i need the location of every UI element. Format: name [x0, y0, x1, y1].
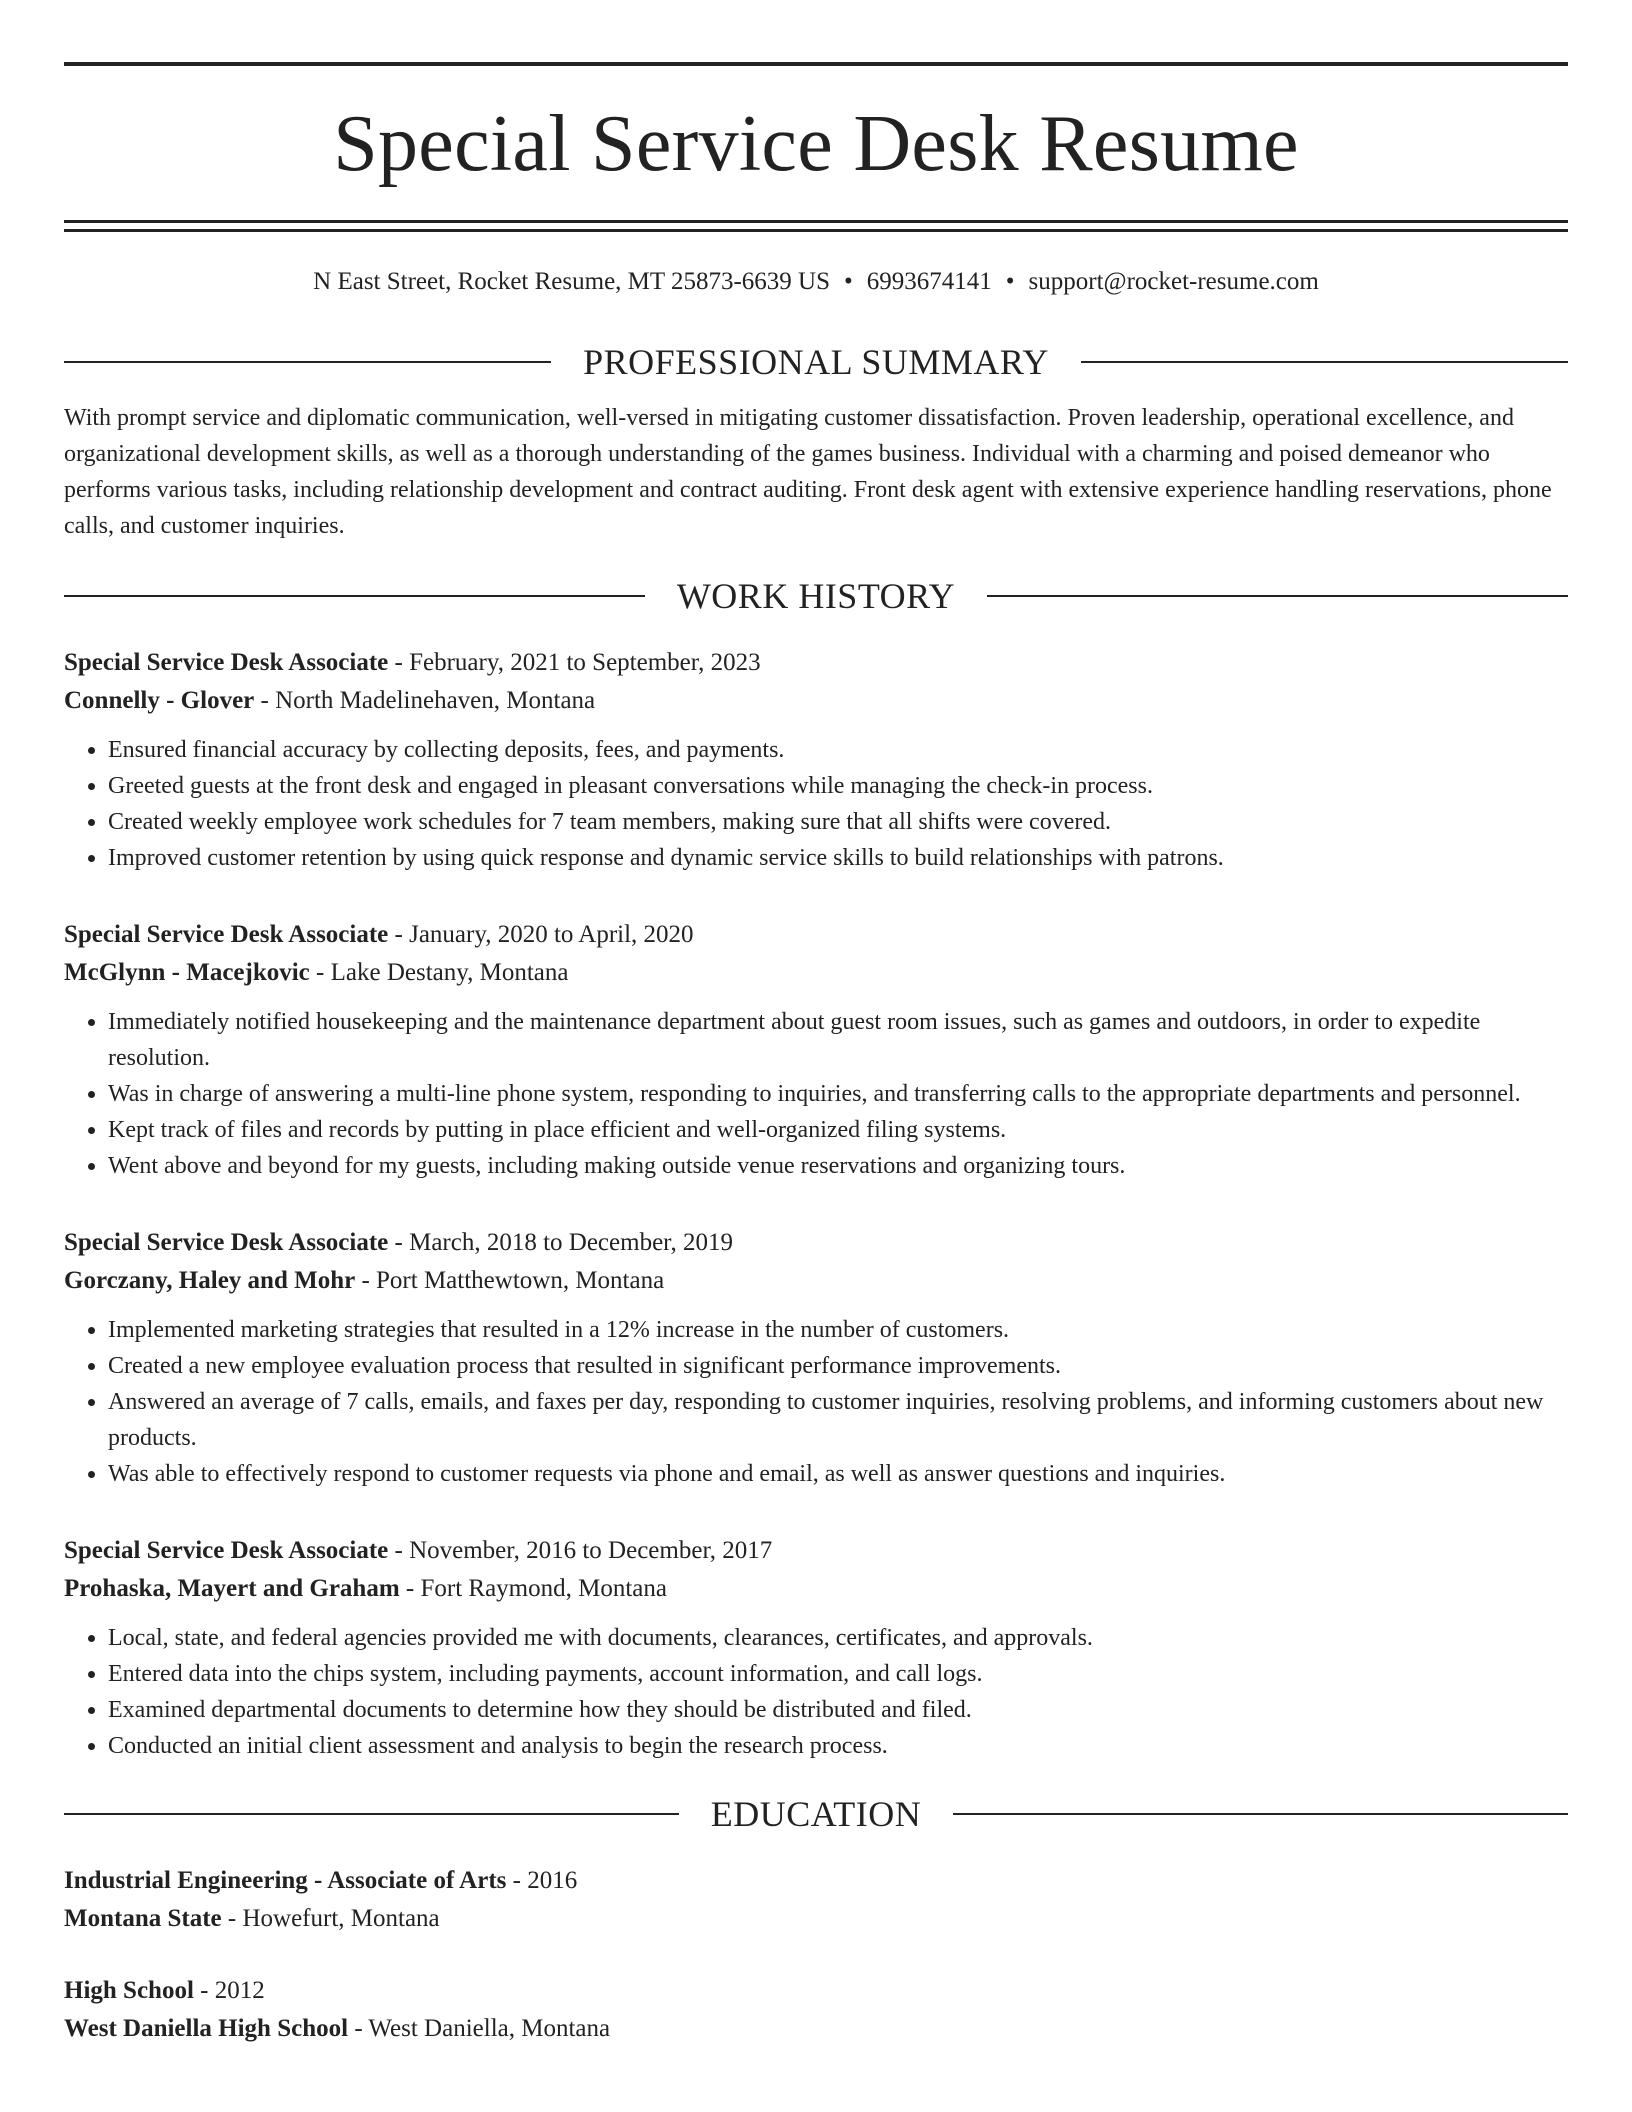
contact-phone: 6993674141: [866, 268, 992, 295]
job-company: Gorczany, Haley and Mohr: [64, 1267, 356, 1294]
job-entry: [64, 1532, 1568, 1764]
section-title-work: WORK HISTORY: [676, 576, 956, 616]
job-dates: - November, 2016 to December, 2017: [388, 1537, 773, 1564]
list-item: • Improved customer retention by using quick response and dynamic service skills to build relationships with patrons.: [108, 840, 1568, 876]
job-location: - Port Matthewtown, Montana: [355, 1267, 665, 1294]
list-item: • Kept track of files and records by putting in place efficient and well-organized filing systems.: [108, 1112, 1568, 1148]
contact-separator: •: [1005, 268, 1015, 295]
job-company-line: [64, 1570, 1568, 1608]
contact-email: support@rocket-resume.com: [1028, 268, 1319, 295]
job-location: - Fort Raymond, Montana: [399, 1575, 667, 1602]
section-heading-summary: [64, 340, 1568, 384]
job-dates: - January, 2020 to April, 2020: [388, 921, 694, 948]
title-top-rule: [64, 62, 1568, 66]
job-entry: [64, 1224, 1568, 1492]
list-item: • Entered data into the chips system, including payments, account information, and call logs.: [108, 1656, 1568, 1692]
job-company: Prohaska, Mayert and Graham: [64, 1575, 400, 1602]
heading-rule-right: [987, 595, 1568, 597]
job-title-line: [64, 1532, 1568, 1570]
summary-text: With prompt service and diplomatic communication, well-versed in mitigating customer dissatisfaction. Proven leadership, operational excellence, and organizational development skills, as well as a thorough understanding of the games business. Individual with a charming and poised demeanor who performs various tasks, including relationship development and contract auditing. Front desk agent with extensive experience handling reservations, phone calls, and customer inquiries.: [64, 405, 1552, 539]
section-heading-work: [64, 574, 1568, 618]
section-title-summary: PROFESSIONAL SUMMARY: [583, 342, 1049, 382]
list-item: • Was able to effectively respond to customer requests via phone and email, as well as answer questions and inquiries.: [108, 1456, 1568, 1492]
job-dates: - February, 2021 to September, 2023: [388, 649, 761, 676]
education-degree-line: [64, 1862, 1568, 1900]
job-location: - North Madelinehaven, Montana: [254, 687, 596, 714]
job-title: Special Service Desk Associate: [64, 921, 389, 948]
education-school: Montana State: [64, 1905, 222, 1932]
contact-address: N East Street, Rocket Resume, MT 25873-6639 US: [313, 268, 831, 295]
heading-rule-right: [1081, 361, 1568, 363]
heading-rule-right: [953, 1813, 1568, 1815]
section-title-education: EDUCATION: [710, 1794, 922, 1834]
list-item: • Went above and beyond for my guests, including making outside venue reservations and organizing tours.: [108, 1148, 1568, 1184]
title-double-rule: [64, 220, 1568, 232]
education-location: - West Daniella, Montana: [348, 2015, 611, 2042]
education-degree: High School: [64, 1977, 194, 2004]
job-title-line: [64, 644, 1568, 682]
education-school: West Daniella High School: [64, 2015, 349, 2042]
list-item: • Created a new employee evaluation process that resulted in significant performance improvements.: [108, 1348, 1568, 1384]
list-item: • Examined departmental documents to determine how they should be distributed and filed.: [108, 1692, 1568, 1728]
job-company-line: [64, 1262, 1568, 1300]
job-location: - Lake Destany, Montana: [309, 959, 569, 986]
heading-rule-left: [64, 595, 645, 597]
contact-line: [64, 266, 1568, 298]
resume-title: Special Service Desk Resume: [333, 100, 1299, 188]
job-bullets: [64, 1312, 1568, 1492]
list-item: • Local, state, and federal agencies provided me with documents, clearances, certificates, and approvals.: [108, 1620, 1568, 1656]
job-company-line: [64, 954, 1568, 992]
education-school-line: [64, 2010, 1568, 2048]
list-item: • Implemented marketing strategies that resulted in a 12% increase in the number of customers.: [108, 1312, 1568, 1348]
job-title: Special Service Desk Associate: [64, 649, 389, 676]
list-item: • Was in charge of answering a multi-line phone system, responding to inquiries, and transferring calls to the appropriate departments and personnel.: [108, 1076, 1568, 1112]
heading-rule-left: [64, 1813, 679, 1815]
list-item: • Greeted guests at the front desk and engaged in pleasant conversations while managing the check-in process.: [108, 768, 1568, 804]
job-entry: [64, 644, 1568, 876]
education-degree-line: [64, 1972, 1568, 2010]
education-degree: Industrial Engineering - Associate of Arts: [64, 1867, 507, 1894]
education-entry: [64, 1862, 1568, 1938]
job-company: McGlynn - Macejkovic: [64, 959, 310, 986]
list-item: • Immediately notified housekeeping and the maintenance department about guest room issues, such as games and outdoors, in order to expedite resolution.: [108, 1004, 1568, 1076]
job-title: Special Service Desk Associate: [64, 1229, 389, 1256]
education-year: - 2012: [193, 1977, 265, 2004]
job-title-line: [64, 916, 1568, 954]
job-company: Connelly - Glover: [64, 687, 255, 714]
job-bullets: [64, 1004, 1568, 1184]
heading-rule-left: [64, 361, 551, 363]
education-location: - Howefurt, Montana: [221, 1905, 440, 1932]
job-title: Special Service Desk Associate: [64, 1537, 389, 1564]
job-bullets: [64, 732, 1568, 876]
list-item: • Created weekly employee work schedules for 7 team members, making sure that all shifts were covered.: [108, 804, 1568, 840]
education-school-line: [64, 1900, 1568, 1938]
contact-separator: •: [844, 268, 853, 295]
job-bullets: [64, 1620, 1568, 1764]
job-company-line: [64, 682, 1568, 720]
job-entry: [64, 916, 1568, 1184]
list-item: • Conducted an initial client assessment and analysis to begin the research process.: [108, 1728, 1568, 1764]
job-dates: - March, 2018 to December, 2019: [388, 1229, 733, 1256]
list-item: • Answered an average of 7 calls, emails, and faxes per day, responding to customer inquiries, resolving problems, and informing customers about new products.: [108, 1384, 1568, 1456]
job-title-line: [64, 1224, 1568, 1262]
education-year: - 2016: [506, 1867, 578, 1894]
section-heading-education: [64, 1792, 1568, 1836]
education-entry: [64, 1972, 1568, 2048]
list-item: • Ensured financial accuracy by collecting deposits, fees, and payments.: [108, 732, 1568, 768]
